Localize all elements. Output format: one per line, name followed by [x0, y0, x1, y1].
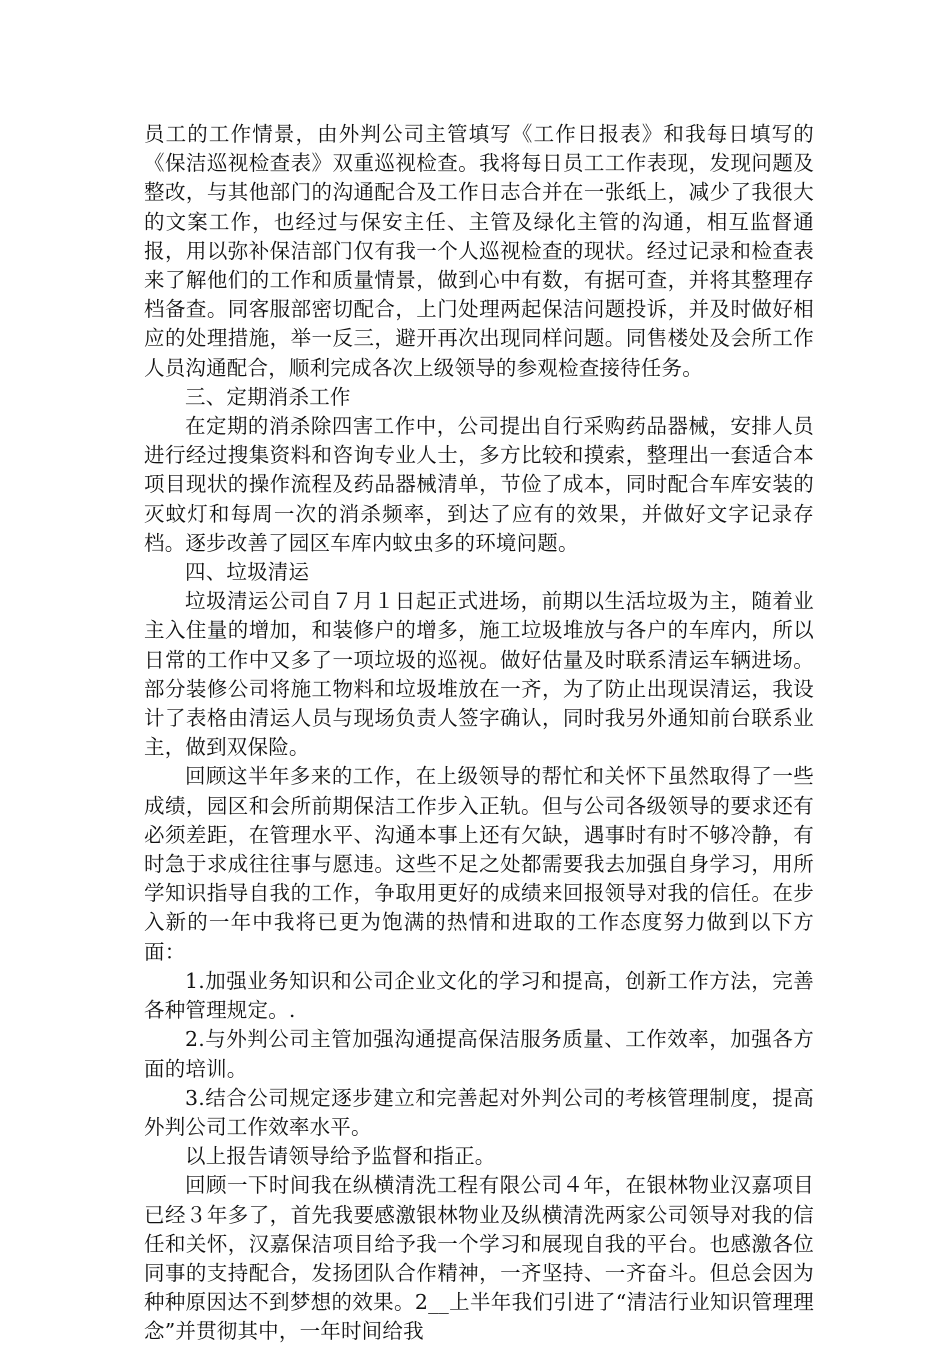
section-heading: 三、定期消杀工作: [185, 384, 351, 409]
body-paragraph: 垃圾清运公司自７月１日起正式进场，前期以生活垃圾为主，随着业主入住量的增加，和装修户的增多，施工垃圾堆放与各户的车库内，所以日常的工作中又多了一项垃圾的巡视。做好估量及时联系清运车辆进场。部分装修公司将施工物料和垃圾堆放在一齐，为了防止出现误清运，我设计了表格由清运人员与现场负责人签字确认，同时我另外通知前台联系业主，做到双保险。: [144, 589, 814, 760]
body-paragraph: 以上报告请领导给予监督和指正。: [185, 1144, 496, 1169]
body-paragraph: 回顾这半年多来的工作，在上级领导的帮忙和关怀下虽然取得了一些成绩，园区和会所前期保洁工作步入正轨。但与公司各级领导的要求还有必须差距，在管理水平、沟通本事上还有欠缺，遇事时有时不够冷静，有时急于求成往往事与愿违。这些不足之处都需要我去加强自身学习，用所学知识指导自我的工作，争取用更好的成绩来回报领导对我的信任。在步入新的一年中我将已更为饱满的热情和进取的工作态度努力做到以下方面：: [144, 764, 814, 964]
body-paragraph: 在定期的消杀除四害工作中，公司提出自行采购药品器械，安排人员进行经过搜集资料和咨询专业人士，多方比较和摸索，整理出一套适合本项目现状的操作流程及药品器械清单，节俭了成本，同时配合车库安装的灭蚊灯和每周一次的消杀频率，到达了应有的效果，并做好文字记录存档。逐步改善了园区车库内蚊虫多的环境问题。: [144, 414, 814, 555]
list-item: 2.与外判公司主管加强沟通提高保洁服务质量、工作效率，加强各方面的培训。: [144, 1027, 814, 1081]
section-heading: 四、垃圾清运: [185, 560, 310, 585]
list-item: 1.加强业务知识和公司企业文化的学习和提高，创新工作方法，完善各种管理规定。.: [144, 968, 814, 1023]
document-page: [144, 120, 814, 1347]
list-item: 3.结合公司规定逐步建立和完善起对外判公司的考核管理制度，提高外判公司工作效率水平。: [144, 1085, 814, 1139]
body-paragraph: 员工的工作情景，由外判公司主管填写《工作日报表》和我每日填写的《保洁巡视检查表》双重巡视检查。我将每日员工工作表现，发现问题及整改，与其他部门的沟通配合及工作日志合并在一张纸上，减少了我很大的文案工作，也经过与保安主任、主管及绿化主管的沟通，相互监督通报，用以弥补保洁部门仅有我一个人巡视检查的现状。经过记录和检查表来了解他们的工作和质量情景，做到心中有数，有据可查，并将其整理存档备查。同客服部密切配合，上门处理两起保洁问题投诉，并及时做好相应的处理措施，举一反三，避开再次出现同样问题。同售楼处及会所工作人员沟通配合，顺利完成各次上级领导的参观检查接待任务。: [144, 122, 814, 380]
body-paragraph: 回顾一下时间我在纵横清洗工程有限公司４年，在银林物业汉嘉项目已经３年多了，首先我要感激银林物业及纵横清洗两家公司领导对我的信任和关怀，汉嘉保洁项目给予我一个学习和展现自我的平台。也感激各位同事的支持配合，发扬团队合作精神，一齐坚持、一齐奋斗。但总会因为种种原因达不到梦想的效果。2__上半年我们引进了“清洁行业知识管理理念”并贯彻其中，一年时间给我: [144, 1173, 814, 1344]
